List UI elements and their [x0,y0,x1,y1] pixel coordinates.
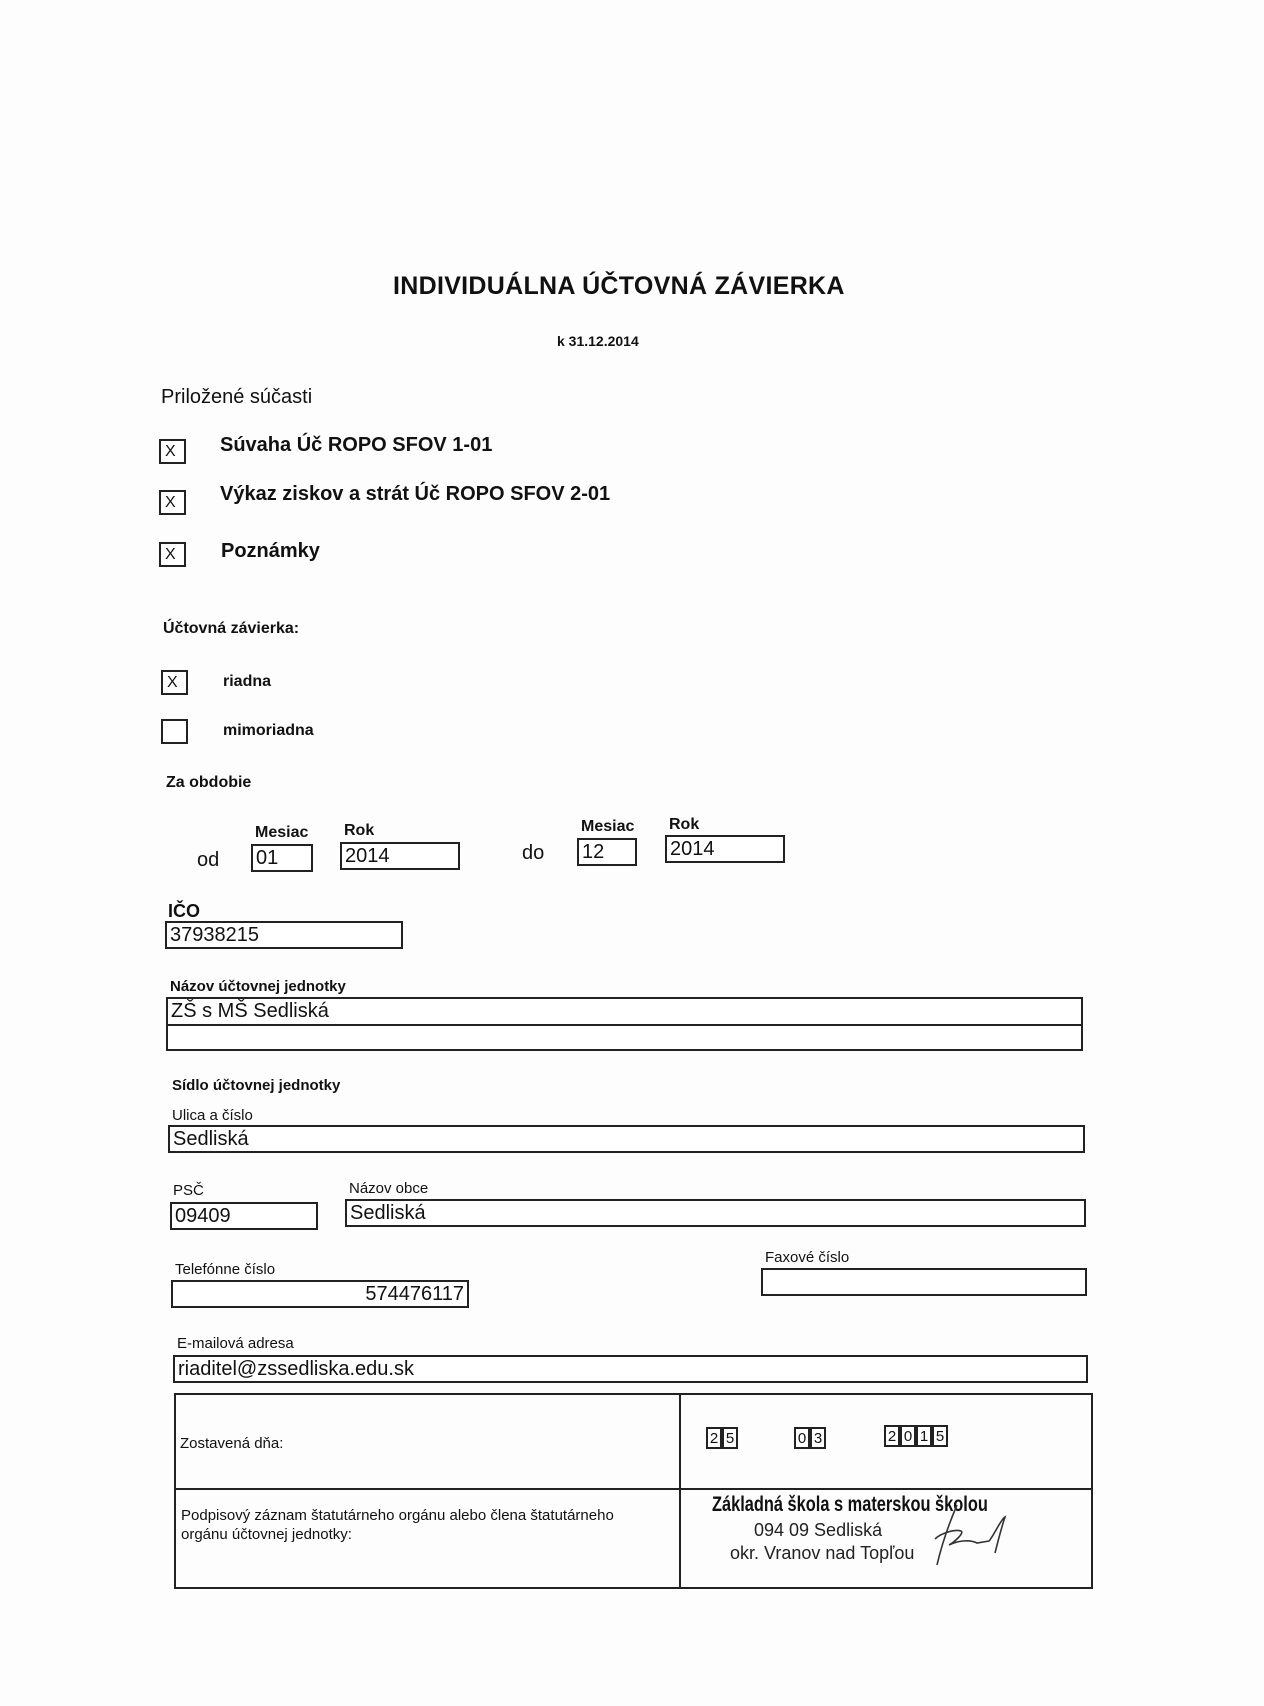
town-field[interactable] [345,1199,1086,1227]
psc-label: PSČ [173,1182,204,1199]
to-month-field[interactable] [577,838,637,866]
compiled-day-digit-2[interactable]: 5 [722,1427,738,1449]
entity-name-line1: ZŠ s MŠ Sedliská [171,1000,329,1022]
psc-field[interactable] [170,1202,318,1230]
street-label: Ulica a číslo [172,1107,253,1124]
street-value: Sedliská [173,1128,249,1150]
from-year-value: 2014 [345,845,390,867]
table-divider-vertical [679,1395,681,1587]
signature-label-line2: orgánu účtovnej jednotky: [181,1526,352,1543]
to-month-value: 12 [582,841,605,863]
signature-label-line1: Podpisový záznam štatutárneho orgánu alebo člena štatutárneho [181,1507,614,1524]
closing-type-heading: Účtovná závierka: [163,620,300,637]
document-date: k 31.12.2014 [557,333,639,349]
fax-label: Faxové číslo [765,1249,850,1266]
town-label: Názov obce [349,1180,429,1197]
checkbox-riadna[interactable] [161,670,188,695]
email-field[interactable] [173,1355,1088,1383]
compiled-year-digit-3[interactable]: 1 [916,1425,932,1447]
compiled-year-digit-4[interactable]: 5 [932,1425,948,1447]
ico-label: IČO [168,901,201,921]
checkbox-mimoriadna[interactable] [161,719,188,744]
from-month-field[interactable] [251,844,313,872]
checkbox-poznamky[interactable] [159,542,186,567]
phone-value: 574476117 [365,1283,464,1305]
ico-value: 37938215 [170,924,259,946]
psc-value: 09409 [175,1205,231,1227]
stamp-school-name: Základná škola s materskou školou [712,1493,988,1516]
signature-mark [931,1499,1021,1569]
from-year-field[interactable] [340,842,460,870]
checkbox-mark: X [167,674,178,691]
from-year-label: Rok [344,822,375,839]
attachment-label-suvaha: Súvaha Úč ROPO SFOV 1-01 [220,434,493,456]
signature-table [174,1393,1093,1589]
compiled-month-digit-2[interactable]: 3 [810,1427,826,1449]
from-month-value: 01 [256,847,279,869]
checkbox-mark: X [165,546,176,563]
stamp-postal: 094 09 Sedliská [754,1520,883,1540]
attachment-label-poznamky: Poznámky [221,540,320,562]
email-label: E-mailová adresa [177,1335,294,1352]
compiled-label: Zostavená dňa: [180,1435,284,1452]
fax-field[interactable] [761,1268,1087,1296]
checkbox-mark: X [165,494,176,511]
to-year-label: Rok [669,816,700,833]
attachment-label-vykaz: Výkaz ziskov a strát Úč ROPO SFOV 2-01 [220,483,611,505]
compiled-day-digit-1[interactable]: 2 [706,1427,722,1449]
ico-field[interactable] [165,921,403,949]
entity-name-field[interactable] [166,997,1083,1051]
to-month-label: Mesiac [581,818,635,835]
entity-name-divider [168,1024,1081,1026]
checkbox-vykaz[interactable] [159,490,186,515]
compiled-year-digit-1[interactable]: 2 [884,1425,900,1447]
phone-field[interactable] [171,1280,469,1308]
compiled-month-digit-1[interactable]: 0 [794,1427,810,1449]
stamp-district: okr. Vranov nad Topľou [730,1543,915,1563]
to-year-value: 2014 [670,838,715,860]
street-field[interactable] [168,1125,1085,1153]
closing-option-mimoriadna: mimoriadna [223,722,314,739]
town-value: Sedliská [350,1202,426,1224]
phone-label: Telefónne číslo [175,1261,276,1278]
from-label: od [197,849,220,871]
entity-name-label: Názov účtovnej jednotky [170,978,346,995]
checkbox-suvaha[interactable] [159,439,186,464]
period-heading: Za obdobie [166,774,252,791]
closing-option-riadna: riadna [223,673,272,690]
table-divider-horizontal [176,1488,1091,1490]
checkbox-mark: X [165,443,176,460]
to-label: do [522,842,545,864]
address-heading: Sídlo účtovnej jednotky [172,1077,341,1094]
compiled-year-digit-2[interactable]: 0 [900,1425,916,1447]
document-title: INDIVIDUÁLNA ÚČTOVNÁ ZÁVIERKA [393,272,845,300]
email-value: riaditel@zssedliska.edu.sk [178,1358,414,1380]
from-month-label: Mesiac [255,824,309,841]
attachments-heading: Priložené súčasti [161,386,313,408]
to-year-field[interactable] [665,835,785,863]
